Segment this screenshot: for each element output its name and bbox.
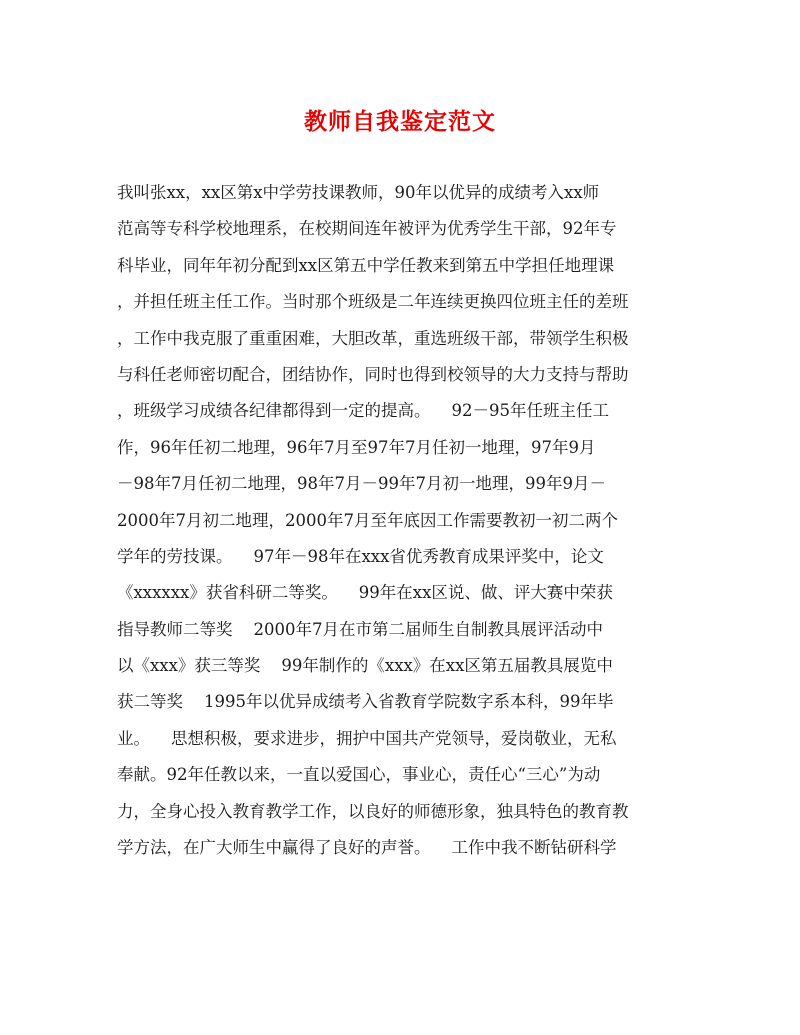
body-line: 科毕业，同年年初分配到xx区第五中学任教来到第五中学担任地理课 (117, 255, 615, 275)
body-line: 范高等专科学校地理系，在校期间连年被评为优秀学生干部，92年专 (117, 219, 617, 239)
body-line: 指导教师二等奖 2000年7月在市第二届师生自制教具展评活动中 (117, 619, 603, 639)
body-line: －98年7月任初二地理，98年7月－99年7月初一地理，99年9月－ (117, 474, 606, 494)
body-line: 获二等奖 1995年以优异成绩考入省教育学院数字系本科，99年毕 (117, 692, 614, 712)
body-line: 2000年7月初二地理，2000年7月至年底因工作需要教初一初二两个 (117, 510, 618, 530)
body-line: 学方法，在广大师生中赢得了良好的声誉。 工作中我不断钻研科学 (117, 838, 617, 858)
body-line: 学年的劳技课。 97年－98年在xxx省优秀教育成果评奖中，论文 (117, 546, 604, 566)
body-line: 《xxxxxx》获省科研二等奖。 99年在xx区说、做、评大赛中荣获 (117, 583, 613, 603)
body-line: 业。 思想积极，要求进步，拥护中国共产党领导，爱岗敬业，无私 (117, 728, 617, 748)
body-line: 我叫张xx，xx区第x中学劳技课教师，90年以优异的成绩考入xx师 (117, 183, 600, 202)
body-line: 以《xxx》获三等奖 99年制作的《xxx》在xx区第五届教具展览中 (117, 656, 613, 676)
body-line: 奉献。92年任教以来，一直以爱国心，事业心，责任心“三心”为动 (117, 765, 601, 785)
body-line: 力，全身心投入教育教学工作，以良好的师德形象，独具特色的教育教 (117, 801, 629, 821)
body-line: 与科任老师密切配合，团结协作，同时也得到校领导的大力支持与帮助 (117, 364, 629, 384)
document-body (117, 175, 687, 866)
body-line: ，班级学习成绩各纪律都得到一定的提高。 92－95年任班主任工 (117, 401, 609, 421)
body-line: ，工作中我克服了重重困难，大胆改革，重选班级干部，带领学生积极 (117, 328, 629, 348)
body-line: 作，96年任初二地理，96年7月至97年7月任初一地理，97年9月 (117, 437, 596, 457)
body-line: ，并担任班主任工作。当时那个班级是二年连续更换四位班主任的差班 (117, 292, 629, 312)
document-title: 教师自我鉴定范文 (304, 108, 496, 135)
